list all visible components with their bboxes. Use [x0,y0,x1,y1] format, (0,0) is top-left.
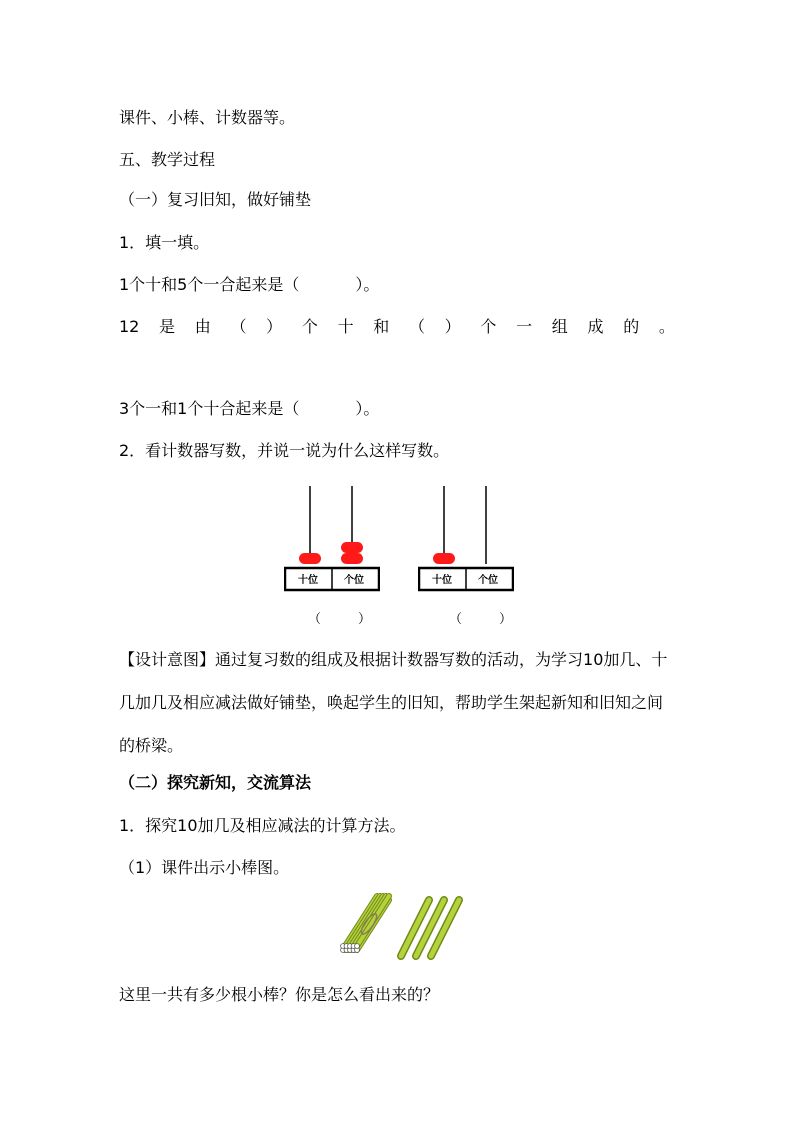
question-1b-char: 个 [301,317,318,336]
question-1c-text: 3个一和1个十合起来是（ [119,399,300,418]
loose-stick [431,900,459,956]
sticks-picture [335,890,465,962]
question-1c-end: ）。 [355,399,380,418]
loose-sticks [401,900,459,956]
design-intent-text: 通过复习数的组成及根据计数器写数的活动，为学习10加几、十几加几及相应减法做好铺垫，唤起学生的旧知，帮助学生架起新知和旧知之间的桥梁。 [119,650,668,755]
question-1b-char: （ [408,317,425,336]
design-intent-paragraph [119,638,675,767]
design-intent-label: 【设计意图】 [119,650,216,669]
question-1a [119,274,379,296]
sticks-drawing [335,890,465,962]
question-1b-char: 和 [373,317,390,336]
part2-title: （二）探究新知，交流算法 [119,773,312,792]
question-1b-char: ） [444,317,461,336]
counter-1-answer-blank: （ ） [308,612,384,627]
step-1-1: （1）课件出示小棒图。 [119,858,290,877]
step-1-heading: 1．探究10加几及相应减法的计算方法。 [119,816,406,835]
counter-2-answer-blank: （ ） [449,612,525,627]
question-1a-text: 1个十和5个一合起来是（ [119,275,300,294]
ones-bead [341,553,363,564]
ones-label: 个位 [478,575,498,586]
tens-bead [433,553,455,564]
section-heading-teaching-process: 五、教学过程 [119,150,216,169]
question-1b-char: 成 [587,317,604,336]
question-1b-char: 十 [337,317,354,336]
ones-bead [341,542,363,553]
question-2-heading: 2．看计数器写数，并说一说为什么这样写数。 [119,441,450,460]
abacus-drawing [284,484,380,594]
question-1b-char: 是 [159,317,176,336]
question-1c [119,398,379,420]
materials-line: 课件、小棒、计数器等。 [119,108,296,127]
abacus-drawing [418,484,514,594]
question-1b-char: 的 [623,317,640,336]
question-1b [119,316,675,338]
question-1b-char: ） [266,317,283,336]
abacus-counter-1 [284,484,380,594]
loose-stick [416,900,444,956]
ones-label: 个位 [344,575,364,586]
part1-title: （一）复习旧知，做好铺垫 [119,190,312,209]
question-1b-char: 一 [516,317,533,336]
stick-bundle [341,896,389,952]
question-1b-char: 。 [658,317,675,336]
loose-stick [401,900,429,956]
question-1b-char: 由 [194,317,211,336]
question-1b-char: 组 [551,317,568,336]
question-1b-char: 12 [119,317,140,336]
question-1a-end: ）。 [355,275,380,294]
question-1-heading: 1．填一填。 [119,233,210,252]
question-1b-char: 个 [480,317,497,336]
abacus-counter-2 [418,484,514,594]
tens-label: 十位 [298,575,318,586]
question-1b-char: （ [230,317,247,336]
tens-label: 十位 [432,575,452,586]
stick-end [355,944,360,949]
tens-bead [299,553,321,564]
closing-question: 这里一共有多少根小棒？你是怎么看出来的？ [119,985,440,1004]
